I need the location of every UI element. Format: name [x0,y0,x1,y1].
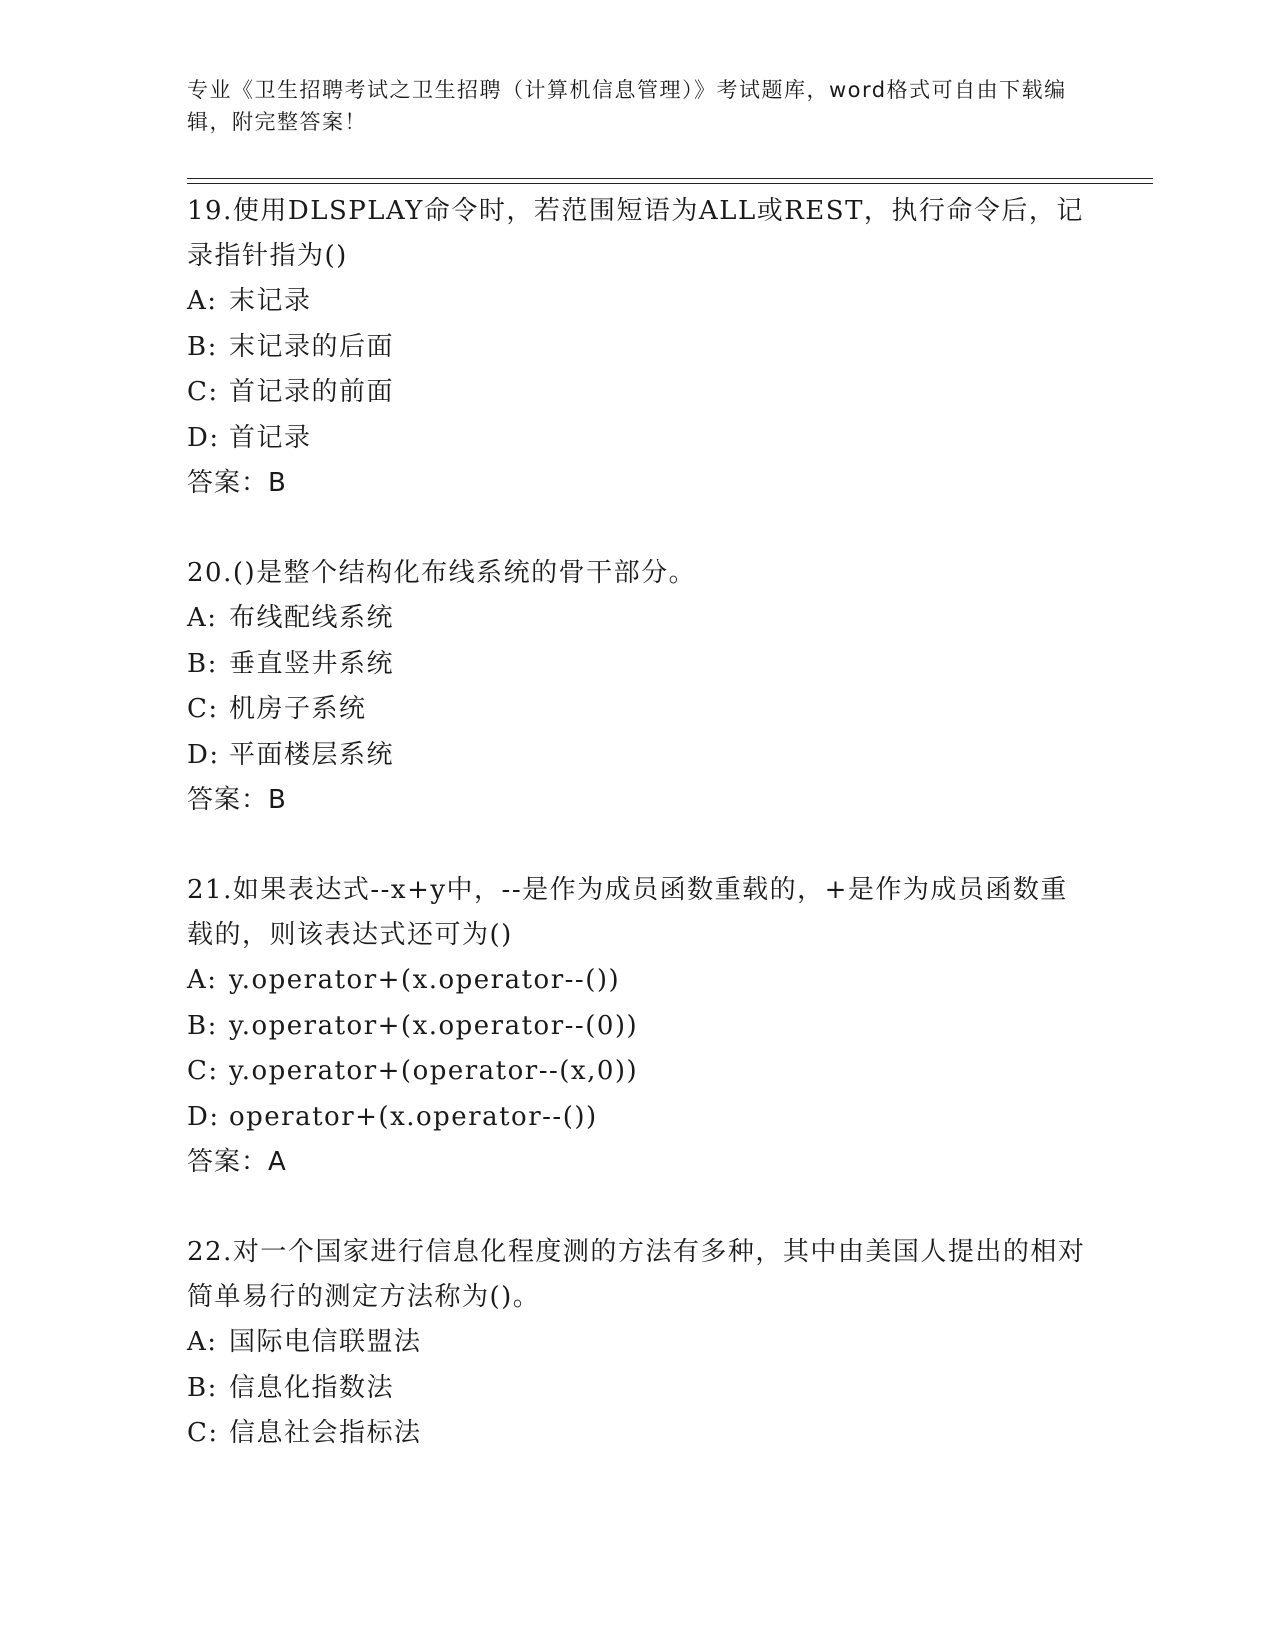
question-22 [187,1230,1087,1457]
option-key: B: [187,331,218,362]
question-19 [187,189,1087,506]
option-c [187,370,1087,416]
question-text: 21.如果表达式--x+y中，--是作为成员函数重载的，+是作为成员函数重载的，则该表达式还可为() [187,875,1068,950]
option-key: A: [187,1327,218,1357]
question-list [187,189,1087,1457]
option-key: B: [187,648,218,679]
option-key: D: [187,422,220,453]
option-text: 信息化指数法 [229,1372,395,1403]
option-a [187,279,1087,325]
question-text: 20.()是整个结构化布线系统的骨干部分。 [187,558,697,588]
option-key: D: [187,1101,220,1132]
option-c [187,687,1087,733]
option-key: C: [187,694,219,724]
option-a [187,1320,1087,1366]
answer: 答案：B [187,785,287,815]
option-text: 信息社会指标法 [229,1418,422,1448]
option-text: 首记录 [229,422,312,453]
option-key: B: [187,1010,218,1041]
spacer [187,1185,1087,1230]
spacer [187,506,1087,551]
option-b [187,1004,1087,1050]
document-intro: 专业《卫生招聘考试之卫生招聘（计算机信息管理）》考试题库，word格式可自由下载编辑，附完整答案！ [187,78,1067,134]
answer: 答案：A [187,1147,287,1177]
option-key: C: [187,377,219,407]
option-b [187,325,1087,371]
option-key: A: [187,965,218,995]
option-text: 首记录的前面 [229,377,395,407]
option-key: C: [187,1418,219,1448]
header-divider-top [187,178,1153,179]
option-text: y.operator+(x.operator--()) [229,965,621,995]
option-key: B: [187,1372,218,1403]
option-text: 末记录 [229,286,312,316]
option-text: 平面楼层系统 [229,739,395,770]
option-d [187,416,1087,462]
question-20 [187,551,1087,823]
option-b [187,1366,1087,1412]
option-text: operator+(x.operator--()) [229,1101,598,1132]
question-21 [187,868,1087,1185]
option-text: 末记录的后面 [229,331,395,362]
answer: 答案：B [187,468,287,498]
option-text: 国际电信联盟法 [229,1327,422,1357]
option-d [187,1095,1087,1141]
question-text: 22.对一个国家进行信息化程度测的方法有多种，其中由美国人提出的相对简单易行的测定方法称为()。 [187,1237,1086,1312]
option-b [187,642,1087,688]
spacer [187,823,1087,868]
option-d [187,733,1087,779]
option-c [187,1411,1087,1457]
option-text: y.operator+(x.operator--(0)) [229,1010,639,1041]
option-key: C: [187,1056,219,1086]
header-divider-bottom [187,183,1153,184]
question-text: 19.使用DLSPLAY命令时，若范围短语为ALL或REST，执行命令后，记录指针指为() [187,196,1084,271]
option-key: D: [187,739,220,770]
option-text: 垂直竖井系统 [229,648,395,679]
option-a [187,596,1087,642]
option-text: 机房子系统 [229,694,367,724]
option-key: A: [187,603,218,633]
option-text: 布线配线系统 [229,603,395,633]
option-key: A: [187,286,218,316]
option-a [187,958,1087,1004]
option-text: y.operator+(operator--(x,0)) [229,1056,639,1086]
option-c [187,1049,1087,1095]
